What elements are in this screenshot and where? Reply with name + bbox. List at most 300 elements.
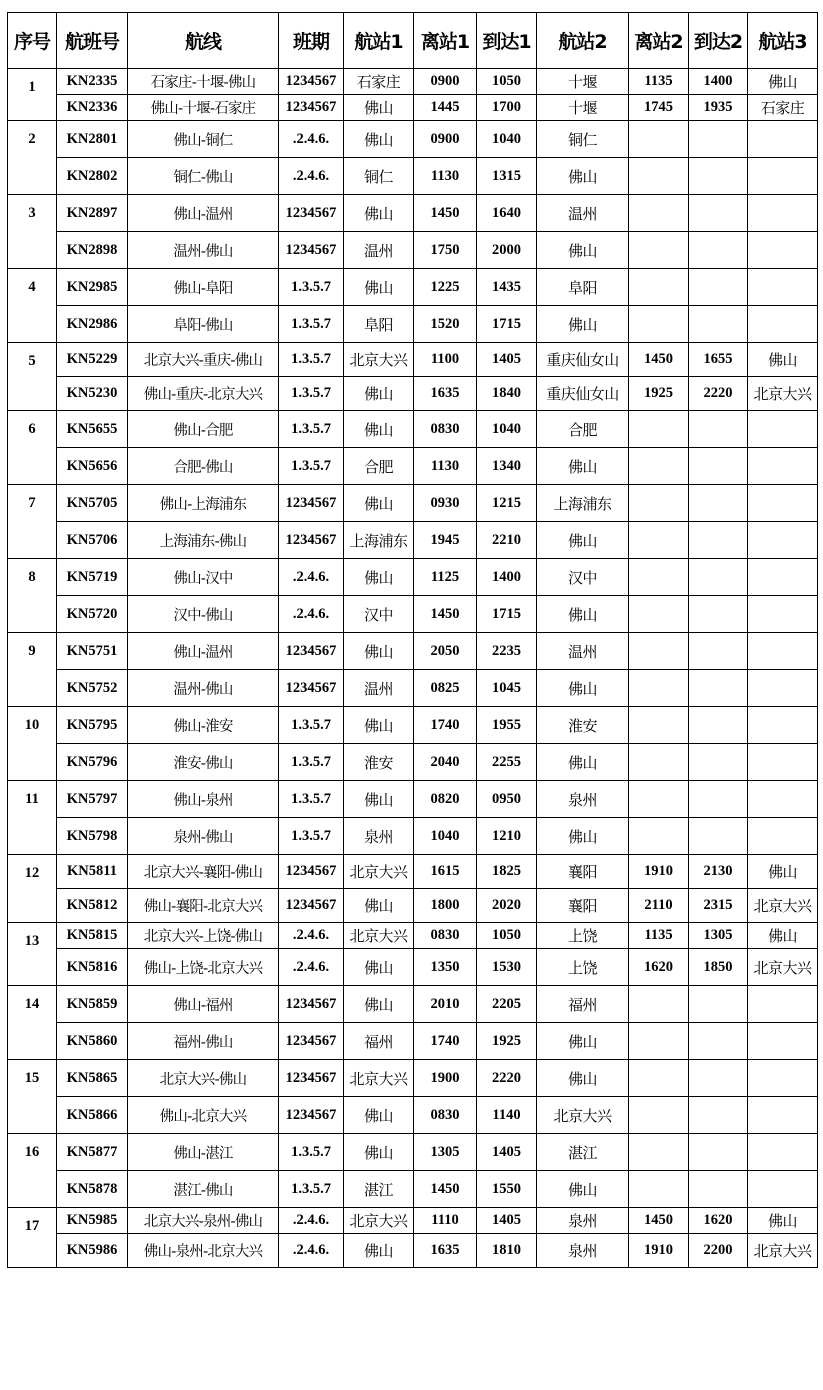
station-3-cell [748, 633, 818, 670]
schedule-days-cell: .2.4.6. [279, 1234, 344, 1268]
flight-number-cell: KN5812 [57, 889, 128, 923]
flight-number-cell: KN2336 [57, 95, 128, 121]
departure-1-cell: 1740 [414, 1023, 477, 1060]
station-1-cell: 佛山 [344, 485, 414, 522]
schedule-days-cell: 1234567 [279, 522, 344, 559]
station-2-cell: 重庆仙女山 [537, 377, 629, 411]
station-2-cell: 上海浦东 [537, 485, 629, 522]
schedule-days-cell: 1.3.5.7 [279, 343, 344, 377]
departure-1-cell: 0830 [414, 1097, 477, 1134]
arrival-2-cell [689, 448, 748, 485]
departure-1-cell: 1100 [414, 343, 477, 377]
table-row [8, 986, 818, 1023]
route-cell: 泉州-佛山 [128, 818, 279, 855]
table-row [8, 1234, 818, 1268]
route-cell: 佛山-北京大兴 [128, 1097, 279, 1134]
schedule-days-cell: 1.3.5.7 [279, 744, 344, 781]
schedule-days-cell: .2.4.6. [279, 923, 344, 949]
flight-number-cell: KN5865 [57, 1060, 128, 1097]
departure-1-cell: 0900 [414, 69, 477, 95]
seq-cell: 2 [8, 121, 57, 195]
header-station-1: 航站1 [344, 13, 414, 69]
flight-number-cell: KN2986 [57, 306, 128, 343]
arrival-1-cell: 1315 [477, 158, 537, 195]
seq-cell: 17 [8, 1208, 57, 1268]
schedule-days-cell: .2.4.6. [279, 596, 344, 633]
station-2-cell: 北京大兴 [537, 1097, 629, 1134]
flight-number-cell: KN5230 [57, 377, 128, 411]
departure-2-cell [629, 707, 689, 744]
schedule-days-cell: 1.3.5.7 [279, 1171, 344, 1208]
flight-number-cell: KN5986 [57, 1234, 128, 1268]
station-2-cell: 佛山 [537, 1060, 629, 1097]
table-row [8, 1060, 818, 1097]
table-row [8, 269, 818, 306]
table-row [8, 448, 818, 485]
arrival-1-cell: 1530 [477, 949, 537, 986]
station-3-cell [748, 448, 818, 485]
route-cell: 北京大兴-上饶-佛山 [128, 923, 279, 949]
arrival-1-cell: 2210 [477, 522, 537, 559]
arrival-2-cell [689, 485, 748, 522]
departure-1-cell: 2050 [414, 633, 477, 670]
station-1-cell: 北京大兴 [344, 923, 414, 949]
departure-2-cell [629, 232, 689, 269]
table-row [8, 949, 818, 986]
table-row [8, 596, 818, 633]
arrival-1-cell: 1435 [477, 269, 537, 306]
route-cell: 佛山-温州 [128, 633, 279, 670]
departure-2-cell [629, 1134, 689, 1171]
station-3-cell [748, 1134, 818, 1171]
departure-2-cell [629, 195, 689, 232]
departure-1-cell: 1945 [414, 522, 477, 559]
station-2-cell: 重庆仙女山 [537, 343, 629, 377]
departure-2-cell [629, 559, 689, 596]
route-cell: 阜阳-佛山 [128, 306, 279, 343]
station-3-cell: 佛山 [748, 1208, 818, 1234]
route-cell: 佛山-合肥 [128, 411, 279, 448]
route-cell: 北京大兴-重庆-佛山 [128, 343, 279, 377]
departure-1-cell: 1520 [414, 306, 477, 343]
route-cell: 淮安-佛山 [128, 744, 279, 781]
station-1-cell: 北京大兴 [344, 1208, 414, 1234]
station-3-cell [748, 559, 818, 596]
departure-1-cell: 1635 [414, 377, 477, 411]
header-flight-number: 航班号 [57, 13, 128, 69]
flight-number-cell: KN5877 [57, 1134, 128, 1171]
header-seq: 序号 [8, 13, 57, 69]
flight-number-cell: KN5985 [57, 1208, 128, 1234]
seq-cell: 9 [8, 633, 57, 707]
station-3-cell: 佛山 [748, 69, 818, 95]
route-cell: 上海浦东-佛山 [128, 522, 279, 559]
arrival-2-cell [689, 707, 748, 744]
route-cell: 佛山-温州 [128, 195, 279, 232]
station-2-cell: 福州 [537, 986, 629, 1023]
departure-1-cell: 1130 [414, 448, 477, 485]
departure-1-cell: 1225 [414, 269, 477, 306]
station-3-cell [748, 485, 818, 522]
arrival-1-cell: 1405 [477, 1134, 537, 1171]
arrival-2-cell [689, 1023, 748, 1060]
arrival-1-cell: 1400 [477, 559, 537, 596]
seq-cell: 7 [8, 485, 57, 559]
route-cell: 佛山-福州 [128, 986, 279, 1023]
station-3-cell [748, 232, 818, 269]
arrival-2-cell [689, 306, 748, 343]
station-2-cell: 襄阳 [537, 889, 629, 923]
schedule-days-cell: 1.3.5.7 [279, 269, 344, 306]
arrival-2-cell [689, 121, 748, 158]
schedule-days-cell: 1234567 [279, 69, 344, 95]
route-cell: 福州-佛山 [128, 1023, 279, 1060]
departure-2-cell: 2110 [629, 889, 689, 923]
arrival-2-cell [689, 269, 748, 306]
flight-number-cell: KN2801 [57, 121, 128, 158]
header-arrival-1: 到达1 [477, 13, 537, 69]
departure-1-cell: 1900 [414, 1060, 477, 1097]
departure-2-cell [629, 158, 689, 195]
flight-number-cell: KN5795 [57, 707, 128, 744]
flight-number-cell: KN5797 [57, 781, 128, 818]
station-2-cell: 上饶 [537, 923, 629, 949]
arrival-1-cell: 1405 [477, 343, 537, 377]
route-cell: 汉中-佛山 [128, 596, 279, 633]
flight-number-cell: KN5878 [57, 1171, 128, 1208]
table-row [8, 195, 818, 232]
departure-2-cell: 1910 [629, 1234, 689, 1268]
departure-1-cell: 0825 [414, 670, 477, 707]
schedule-days-cell: 1234567 [279, 1060, 344, 1097]
station-1-cell: 佛山 [344, 781, 414, 818]
route-cell: 温州-佛山 [128, 670, 279, 707]
arrival-1-cell: 1215 [477, 485, 537, 522]
schedule-days-cell: 1234567 [279, 633, 344, 670]
station-1-cell: 铜仁 [344, 158, 414, 195]
table-row [8, 1171, 818, 1208]
schedule-days-cell: .2.4.6. [279, 1208, 344, 1234]
station-1-cell: 佛山 [344, 195, 414, 232]
flight-number-cell: KN5811 [57, 855, 128, 889]
arrival-2-cell: 1850 [689, 949, 748, 986]
station-2-cell: 佛山 [537, 1171, 629, 1208]
schedule-days-cell: 1234567 [279, 1023, 344, 1060]
arrival-1-cell: 1715 [477, 306, 537, 343]
departure-2-cell [629, 781, 689, 818]
station-3-cell [748, 1171, 818, 1208]
station-2-cell: 泉州 [537, 1234, 629, 1268]
arrival-1-cell: 1050 [477, 69, 537, 95]
arrival-2-cell [689, 1097, 748, 1134]
arrival-1-cell: 1640 [477, 195, 537, 232]
station-2-cell: 佛山 [537, 744, 629, 781]
flight-number-cell: KN5860 [57, 1023, 128, 1060]
schedule-days-cell: 1.3.5.7 [279, 448, 344, 485]
route-cell: 佛山-十堰-石家庄 [128, 95, 279, 121]
station-3-cell [748, 744, 818, 781]
arrival-2-cell [689, 522, 748, 559]
arrival-2-cell [689, 670, 748, 707]
table-row [8, 522, 818, 559]
seq-cell: 15 [8, 1060, 57, 1134]
flight-number-cell: KN5656 [57, 448, 128, 485]
departure-2-cell: 1620 [629, 949, 689, 986]
departure-2-cell [629, 448, 689, 485]
route-cell: 北京大兴-佛山 [128, 1060, 279, 1097]
flight-number-cell: KN5751 [57, 633, 128, 670]
station-3-cell [748, 986, 818, 1023]
flight-number-cell: KN5859 [57, 986, 128, 1023]
schedule-days-cell: 1.3.5.7 [279, 707, 344, 744]
departure-2-cell: 1135 [629, 923, 689, 949]
departure-1-cell: 1615 [414, 855, 477, 889]
station-2-cell: 铜仁 [537, 121, 629, 158]
station-1-cell: 佛山 [344, 1134, 414, 1171]
station-2-cell: 佛山 [537, 306, 629, 343]
schedule-days-cell: 1.3.5.7 [279, 377, 344, 411]
arrival-1-cell: 0950 [477, 781, 537, 818]
table-row [8, 377, 818, 411]
station-1-cell: 佛山 [344, 95, 414, 121]
flight-number-cell: KN5229 [57, 343, 128, 377]
station-3-cell [748, 1023, 818, 1060]
schedule-days-cell: 1234567 [279, 232, 344, 269]
station-2-cell: 佛山 [537, 818, 629, 855]
station-1-cell: 温州 [344, 232, 414, 269]
departure-2-cell [629, 1060, 689, 1097]
station-2-cell: 湛江 [537, 1134, 629, 1171]
route-cell: 佛山-汉中 [128, 559, 279, 596]
arrival-1-cell: 1700 [477, 95, 537, 121]
header-arrival-2: 到达2 [689, 13, 748, 69]
header-departure-1: 离站1 [414, 13, 477, 69]
departure-2-cell [629, 522, 689, 559]
flight-number-cell: KN2335 [57, 69, 128, 95]
departure-1-cell: 2010 [414, 986, 477, 1023]
departure-2-cell [629, 485, 689, 522]
departure-1-cell: 1305 [414, 1134, 477, 1171]
station-1-cell: 汉中 [344, 596, 414, 633]
seq-cell: 14 [8, 986, 57, 1060]
arrival-1-cell: 1840 [477, 377, 537, 411]
flight-number-cell: KN5705 [57, 485, 128, 522]
station-1-cell: 福州 [344, 1023, 414, 1060]
arrival-2-cell [689, 1134, 748, 1171]
arrival-1-cell: 2020 [477, 889, 537, 923]
departure-1-cell: 1740 [414, 707, 477, 744]
station-2-cell: 温州 [537, 633, 629, 670]
departure-1-cell: 1125 [414, 559, 477, 596]
arrival-2-cell [689, 158, 748, 195]
arrival-2-cell: 2315 [689, 889, 748, 923]
header-departure-2: 离站2 [629, 13, 689, 69]
arrival-2-cell: 1935 [689, 95, 748, 121]
station-3-cell [748, 522, 818, 559]
arrival-2-cell [689, 596, 748, 633]
arrival-1-cell: 1825 [477, 855, 537, 889]
station-2-cell: 佛山 [537, 1023, 629, 1060]
arrival-1-cell: 1050 [477, 923, 537, 949]
route-cell: 佛山-铜仁 [128, 121, 279, 158]
departure-2-cell [629, 306, 689, 343]
schedule-days-cell: 1234567 [279, 485, 344, 522]
station-1-cell: 佛山 [344, 986, 414, 1023]
flight-number-cell: KN5706 [57, 522, 128, 559]
departure-2-cell: 1450 [629, 343, 689, 377]
departure-1-cell: 0820 [414, 781, 477, 818]
table-row [8, 1134, 818, 1171]
departure-1-cell: 1110 [414, 1208, 477, 1234]
table-row [8, 889, 818, 923]
table-row [8, 1023, 818, 1060]
flight-number-cell: KN5752 [57, 670, 128, 707]
header-station-3: 航站3 [748, 13, 818, 69]
table-row [8, 95, 818, 121]
departure-1-cell: 0900 [414, 121, 477, 158]
station-1-cell: 佛山 [344, 121, 414, 158]
station-2-cell: 佛山 [537, 670, 629, 707]
station-2-cell: 十堰 [537, 95, 629, 121]
station-3-cell: 北京大兴 [748, 889, 818, 923]
route-cell: 佛山-淮安 [128, 707, 279, 744]
departure-2-cell [629, 121, 689, 158]
arrival-1-cell: 1140 [477, 1097, 537, 1134]
station-1-cell: 湛江 [344, 1171, 414, 1208]
arrival-1-cell: 1810 [477, 1234, 537, 1268]
arrival-2-cell [689, 1060, 748, 1097]
departure-2-cell [629, 1097, 689, 1134]
departure-1-cell: 1130 [414, 158, 477, 195]
table-row [8, 923, 818, 949]
schedule-days-cell: 1.3.5.7 [279, 818, 344, 855]
table-row [8, 232, 818, 269]
station-1-cell: 合肥 [344, 448, 414, 485]
flight-number-cell: KN5815 [57, 923, 128, 949]
route-cell: 佛山-襄阳-北京大兴 [128, 889, 279, 923]
route-cell: 佛山-重庆-北京大兴 [128, 377, 279, 411]
schedule-days-cell: 1.3.5.7 [279, 1134, 344, 1171]
station-3-cell: 佛山 [748, 855, 818, 889]
departure-2-cell: 1925 [629, 377, 689, 411]
schedule-days-cell: .2.4.6. [279, 949, 344, 986]
station-1-cell: 佛山 [344, 559, 414, 596]
arrival-1-cell: 2000 [477, 232, 537, 269]
flight-schedule-sheet [7, 12, 818, 1268]
seq-cell: 4 [8, 269, 57, 343]
departure-2-cell [629, 411, 689, 448]
table-row [8, 343, 818, 377]
station-1-cell: 北京大兴 [344, 343, 414, 377]
departure-2-cell [629, 986, 689, 1023]
station-1-cell: 佛山 [344, 633, 414, 670]
station-1-cell: 佛山 [344, 889, 414, 923]
flight-number-cell: KN2802 [57, 158, 128, 195]
arrival-1-cell: 2235 [477, 633, 537, 670]
header-schedule-days: 班期 [279, 13, 344, 69]
station-3-cell [748, 1060, 818, 1097]
station-1-cell: 淮安 [344, 744, 414, 781]
departure-2-cell [629, 744, 689, 781]
station-1-cell: 石家庄 [344, 69, 414, 95]
table-row [8, 818, 818, 855]
table-row [8, 1097, 818, 1134]
arrival-1-cell: 1340 [477, 448, 537, 485]
table-row [8, 855, 818, 889]
station-1-cell: 佛山 [344, 1234, 414, 1268]
table-row [8, 781, 818, 818]
station-3-cell: 石家庄 [748, 95, 818, 121]
station-2-cell: 十堰 [537, 69, 629, 95]
table-row [8, 559, 818, 596]
table-row [8, 411, 818, 448]
station-3-cell [748, 306, 818, 343]
route-cell: 温州-佛山 [128, 232, 279, 269]
station-3-cell: 佛山 [748, 923, 818, 949]
flight-number-cell: KN5719 [57, 559, 128, 596]
station-2-cell: 佛山 [537, 232, 629, 269]
arrival-2-cell [689, 559, 748, 596]
departure-2-cell [629, 633, 689, 670]
arrival-1-cell: 1210 [477, 818, 537, 855]
arrival-2-cell: 2200 [689, 1234, 748, 1268]
flight-number-cell: KN5720 [57, 596, 128, 633]
schedule-body [8, 69, 818, 1268]
table-row [8, 158, 818, 195]
route-cell: 佛山-上饶-北京大兴 [128, 949, 279, 986]
station-2-cell: 佛山 [537, 522, 629, 559]
table-row [8, 1208, 818, 1234]
station-3-cell [748, 670, 818, 707]
station-2-cell: 阜阳 [537, 269, 629, 306]
schedule-days-cell: 1234567 [279, 1097, 344, 1134]
station-3-cell [748, 411, 818, 448]
arrival-1-cell: 1040 [477, 411, 537, 448]
station-1-cell: 泉州 [344, 818, 414, 855]
departure-1-cell: 1750 [414, 232, 477, 269]
arrival-2-cell: 1620 [689, 1208, 748, 1234]
station-3-cell [748, 781, 818, 818]
departure-1-cell: 1450 [414, 1171, 477, 1208]
seq-cell: 8 [8, 559, 57, 633]
table-row [8, 707, 818, 744]
table-row [8, 633, 818, 670]
station-3-cell [748, 195, 818, 232]
schedule-days-cell: .2.4.6. [279, 559, 344, 596]
flight-number-cell: KN2985 [57, 269, 128, 306]
arrival-2-cell [689, 744, 748, 781]
header-row [8, 13, 818, 69]
arrival-2-cell [689, 232, 748, 269]
station-2-cell: 上饶 [537, 949, 629, 986]
station-2-cell: 合肥 [537, 411, 629, 448]
header-station-2: 航站2 [537, 13, 629, 69]
arrival-1-cell: 1955 [477, 707, 537, 744]
arrival-2-cell: 2220 [689, 377, 748, 411]
departure-1-cell: 1350 [414, 949, 477, 986]
station-1-cell: 佛山 [344, 707, 414, 744]
arrival-2-cell [689, 781, 748, 818]
arrival-2-cell: 1655 [689, 343, 748, 377]
route-cell: 佛山-阜阳 [128, 269, 279, 306]
header-route: 航线 [128, 13, 279, 69]
station-3-cell [748, 269, 818, 306]
departure-2-cell [629, 1023, 689, 1060]
schedule-days-cell: 1234567 [279, 670, 344, 707]
departure-2-cell: 1135 [629, 69, 689, 95]
departure-2-cell [629, 818, 689, 855]
arrival-1-cell: 2205 [477, 986, 537, 1023]
